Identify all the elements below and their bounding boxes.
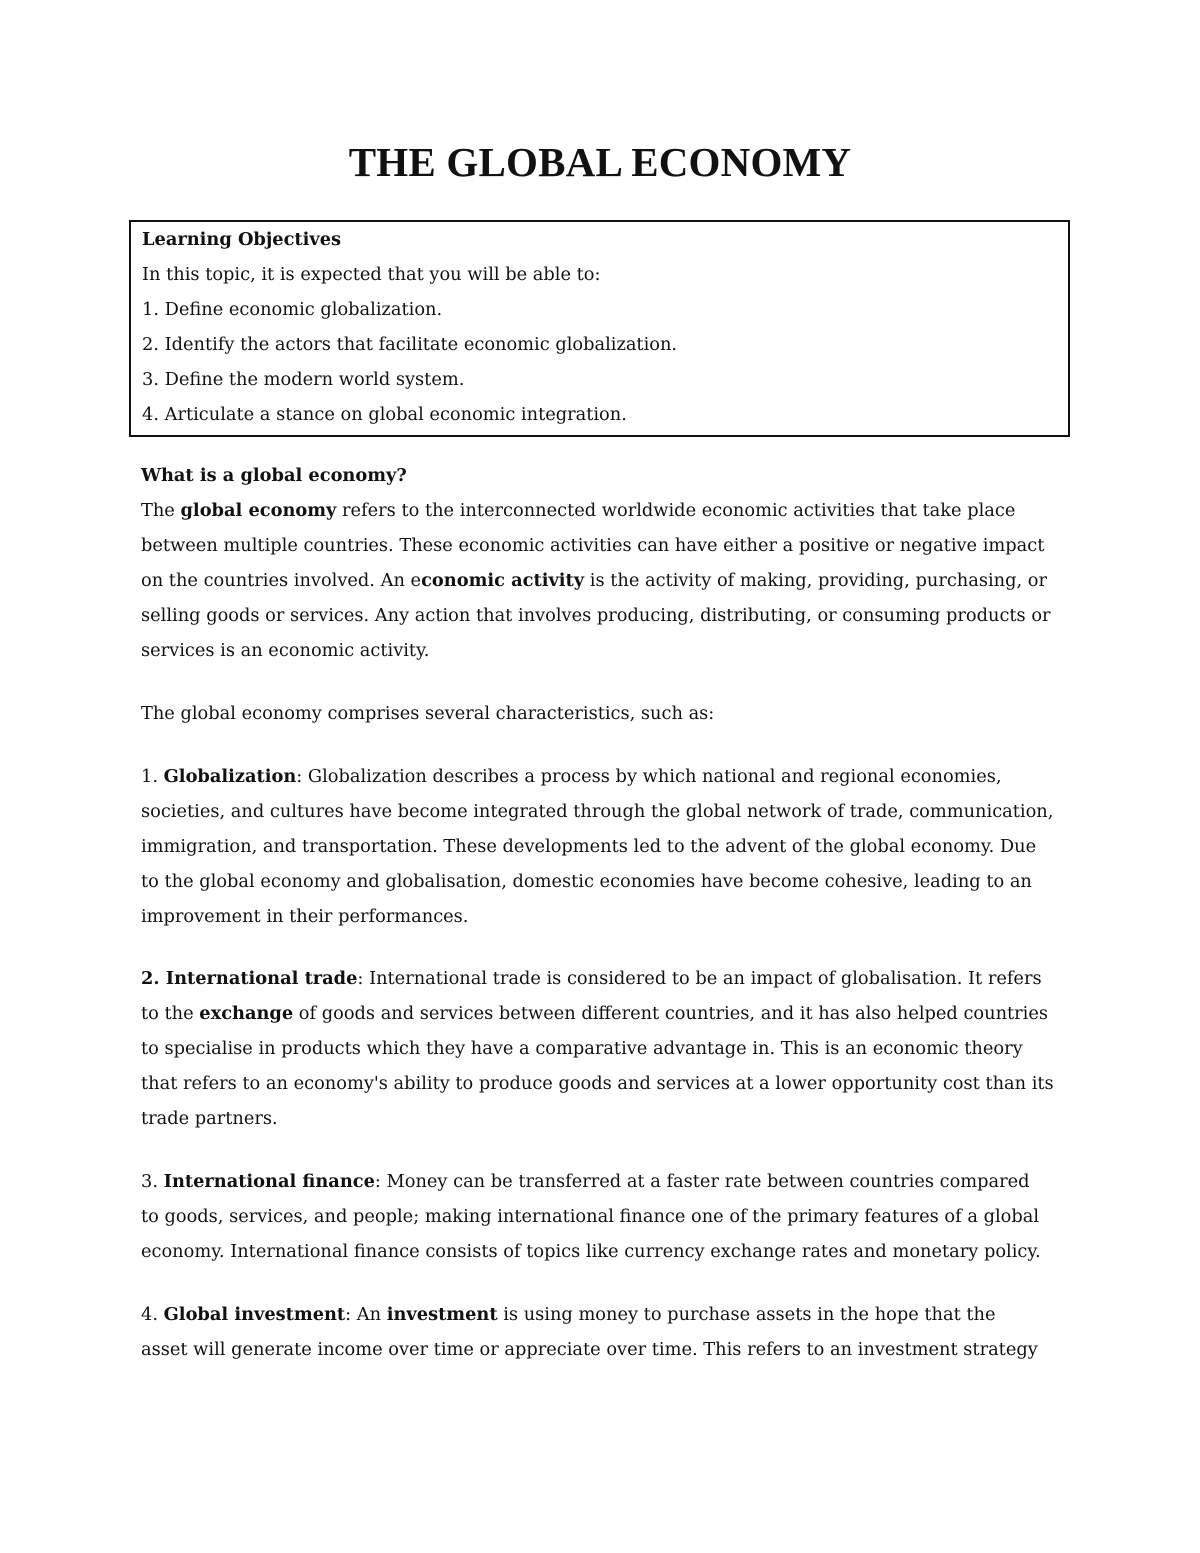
objective-item: 1. Define economic globalization. bbox=[142, 299, 443, 320]
objective-item: 3. Define the modern world system. bbox=[142, 369, 465, 390]
text-line: that refers to an economy's ability to produce goods and services at a lower opportunity cost than its bbox=[141, 1073, 1054, 1094]
text-line: The global economy comprises several characteristics, such as: bbox=[141, 703, 715, 724]
page-title: THE GLOBAL ECONOMY bbox=[348, 139, 852, 185]
learning-objectives-box bbox=[129, 220, 1070, 437]
text-line: on the countries involved. An economic activity is the activity of making, providing, purchasing, or bbox=[141, 570, 1047, 591]
term-exchange: exchange bbox=[199, 1003, 294, 1024]
learning-objectives-content bbox=[142, 222, 1062, 432]
text-line: between multiple countries. These economic activities can have either a positive or negative impact bbox=[141, 535, 1045, 556]
text-line: 4. Global investment: An investment is using money to purchase assets in the hope that the bbox=[141, 1304, 996, 1325]
text-line: The global economy refers to the interconnected worldwide economic activities that take place bbox=[141, 500, 1016, 521]
section-what-is-global-economy bbox=[141, 458, 1071, 668]
term-international-finance: International finance bbox=[163, 1171, 375, 1192]
text-line: selling goods or services. Any action that involves producing, distributing, or consuming products or bbox=[141, 605, 1051, 626]
text-line: 2. International trade: International trade is considered to be an impact of globalisation. It refers bbox=[141, 968, 1042, 989]
paragraph-definition bbox=[141, 493, 1071, 668]
text-line: trade partners. bbox=[141, 1108, 278, 1129]
learning-objectives-heading: Learning Objectives bbox=[142, 229, 342, 250]
term-economic-activity: conomic activity bbox=[421, 570, 585, 591]
text-line: to the global economy and globalisation, domestic economies have become cohesive, leading to an bbox=[141, 871, 1032, 892]
characteristic-international-trade bbox=[141, 961, 1071, 1136]
objective-item: 4. Articulate a stance on global economic integration. bbox=[142, 404, 627, 425]
section-heading: What is a global economy? bbox=[141, 465, 407, 486]
text-line: improvement in their performances. bbox=[141, 906, 469, 927]
characteristic-global-investment bbox=[141, 1297, 1071, 1367]
learning-objectives-intro: In this topic, it is expected that you will be able to: bbox=[142, 264, 601, 285]
term-globalization: Globalization bbox=[163, 766, 297, 787]
text-line: immigration, and transportation. These developments led to the advent of the global economy. Due bbox=[141, 836, 1037, 857]
text-line: societies, and cultures have become integrated through the global network of trade, communication, bbox=[141, 801, 1054, 822]
paragraph-characteristics-intro bbox=[141, 696, 1071, 731]
characteristic-globalization bbox=[141, 759, 1071, 934]
text-line: economy. International finance consists of topics like currency exchange rates and monetary policy. bbox=[141, 1241, 1041, 1262]
text-line: services is an economic activity. bbox=[141, 640, 430, 661]
characteristic-international-finance bbox=[141, 1164, 1071, 1269]
objective-item: 2. Identify the actors that facilitate economic globalization. bbox=[142, 334, 678, 355]
text-line: to specialise in products which they have a comparative advantage in. This is an economic theory bbox=[141, 1038, 1023, 1059]
term-global-economy: global economy bbox=[180, 500, 337, 521]
term-international-trade: 2. International trade bbox=[141, 968, 358, 989]
text-line: to the exchange of goods and services between different countries, and it has also helped countries bbox=[141, 1003, 1049, 1024]
term-investment: investment bbox=[386, 1304, 498, 1325]
text-line: 3. International finance: Money can be transferred at a faster rate between countries compared bbox=[141, 1171, 1030, 1192]
text-line: asset will generate income over time or appreciate over time. This refers to an investment strategy bbox=[141, 1339, 1038, 1360]
text-line: 1. Globalization: Globalization describes a process by which national and regional economies, bbox=[141, 766, 1002, 787]
text-line: to goods, services, and people; making international finance one of the primary features of a global bbox=[141, 1206, 1040, 1227]
term-global-investment: Global investment bbox=[163, 1304, 346, 1325]
